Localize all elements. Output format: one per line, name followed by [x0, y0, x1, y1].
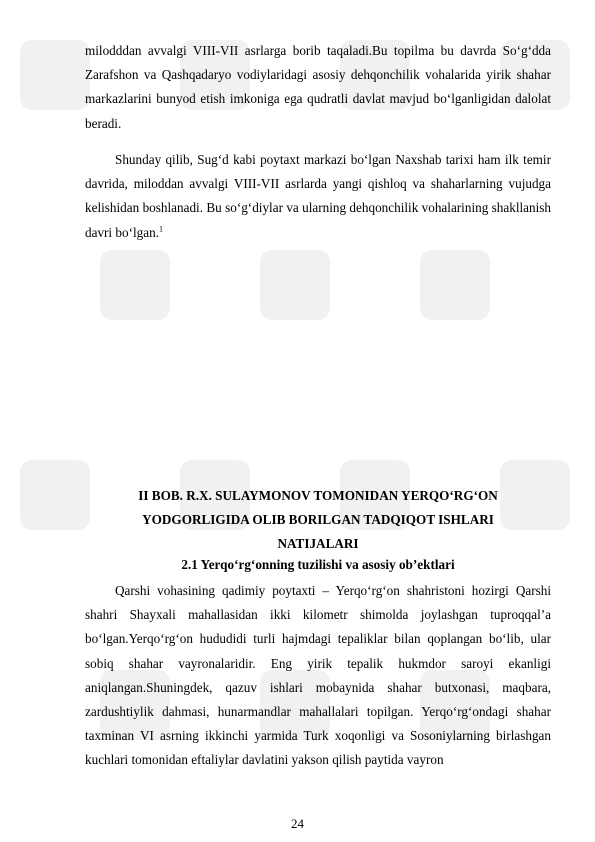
- chapter-heading-line-1: II BOB. R.X. SULAYMONOV TOMONIDAN YERQO‘RG‘ON: [138, 488, 498, 503]
- footnote-marker: 1: [158, 224, 163, 234]
- paragraph-2-text: Shunday qilib, Sug‘d kabi poytaxt markazi bo‘lgan Naxshab tarixi ham ilk temir davrida, miloddan avvalgi VIII-VII asrlarda yangi qishloq va shaharlarning vujudga kelishidan boshlanadi. Bu so‘g‘diylar va ularning dehqonchilik vohalarining shakllanish davri bo‘lgan.: [85, 152, 551, 240]
- paragraph-3: [85, 579, 551, 773]
- paragraph-1: milodddan avvalgi VIII-VII asrlarga borib taqaladi.Bu topilma bu davrda So‘g‘dda Zarafshon va Qashqadaryo vodiylaridagi asosiy dehqonchilik vohalarida yirik shahar markazlarini bunyod etish imkoniga ega qudratli davlat mavjud bo‘lganligidan dalolat beradi.: [85, 43, 551, 131]
- chapter-heading-line-2: YODGORLIGIDA OLIB BORILGAN TADQIQOT ISHLARI: [142, 512, 494, 528]
- section-heading: 2.1 Yerqo‘rg‘onning tuzilishi va asosiy ob’ektlari: [181, 557, 455, 572]
- page-number: 24: [291, 816, 304, 831]
- paragraph-2: [85, 148, 551, 245]
- paragraph-3-text: Qarshi vohasining qadimiy poytaxti – Yerqo‘rg‘on shahristoni hozirgi Qarshi shahri Shayxali mahallasidan ikki kilometr shimolda joylashgan tuproqqal’a bo‘lgan.Yerqo‘rg‘on hududidi turli hajmdagi tepaliklar bilan qoplangan bo‘lib, ular sobiq shahar vayronalaridir. Eng yirik tepalik hukmdor saroyi ekanligi aniqlangan.Shuningdek, qazuv ishlari mobaynida shahar butxonasi, maqbara, zardushtiylik dahmasi, hunarmandlar mahallalari topilgan. Yerqo‘rg‘ondagi shahar taxminan VI asrning ikkinchi yarmida Turk xoqonligi va Sosoniylarning birlashgan kuchlari tomonidan eftaliylar davlatini yakson qilish paytida vayron: [85, 583, 551, 768]
- chapter-heading: [85, 484, 551, 557]
- chapter-heading-line-3: NATIJALARI: [277, 536, 359, 552]
